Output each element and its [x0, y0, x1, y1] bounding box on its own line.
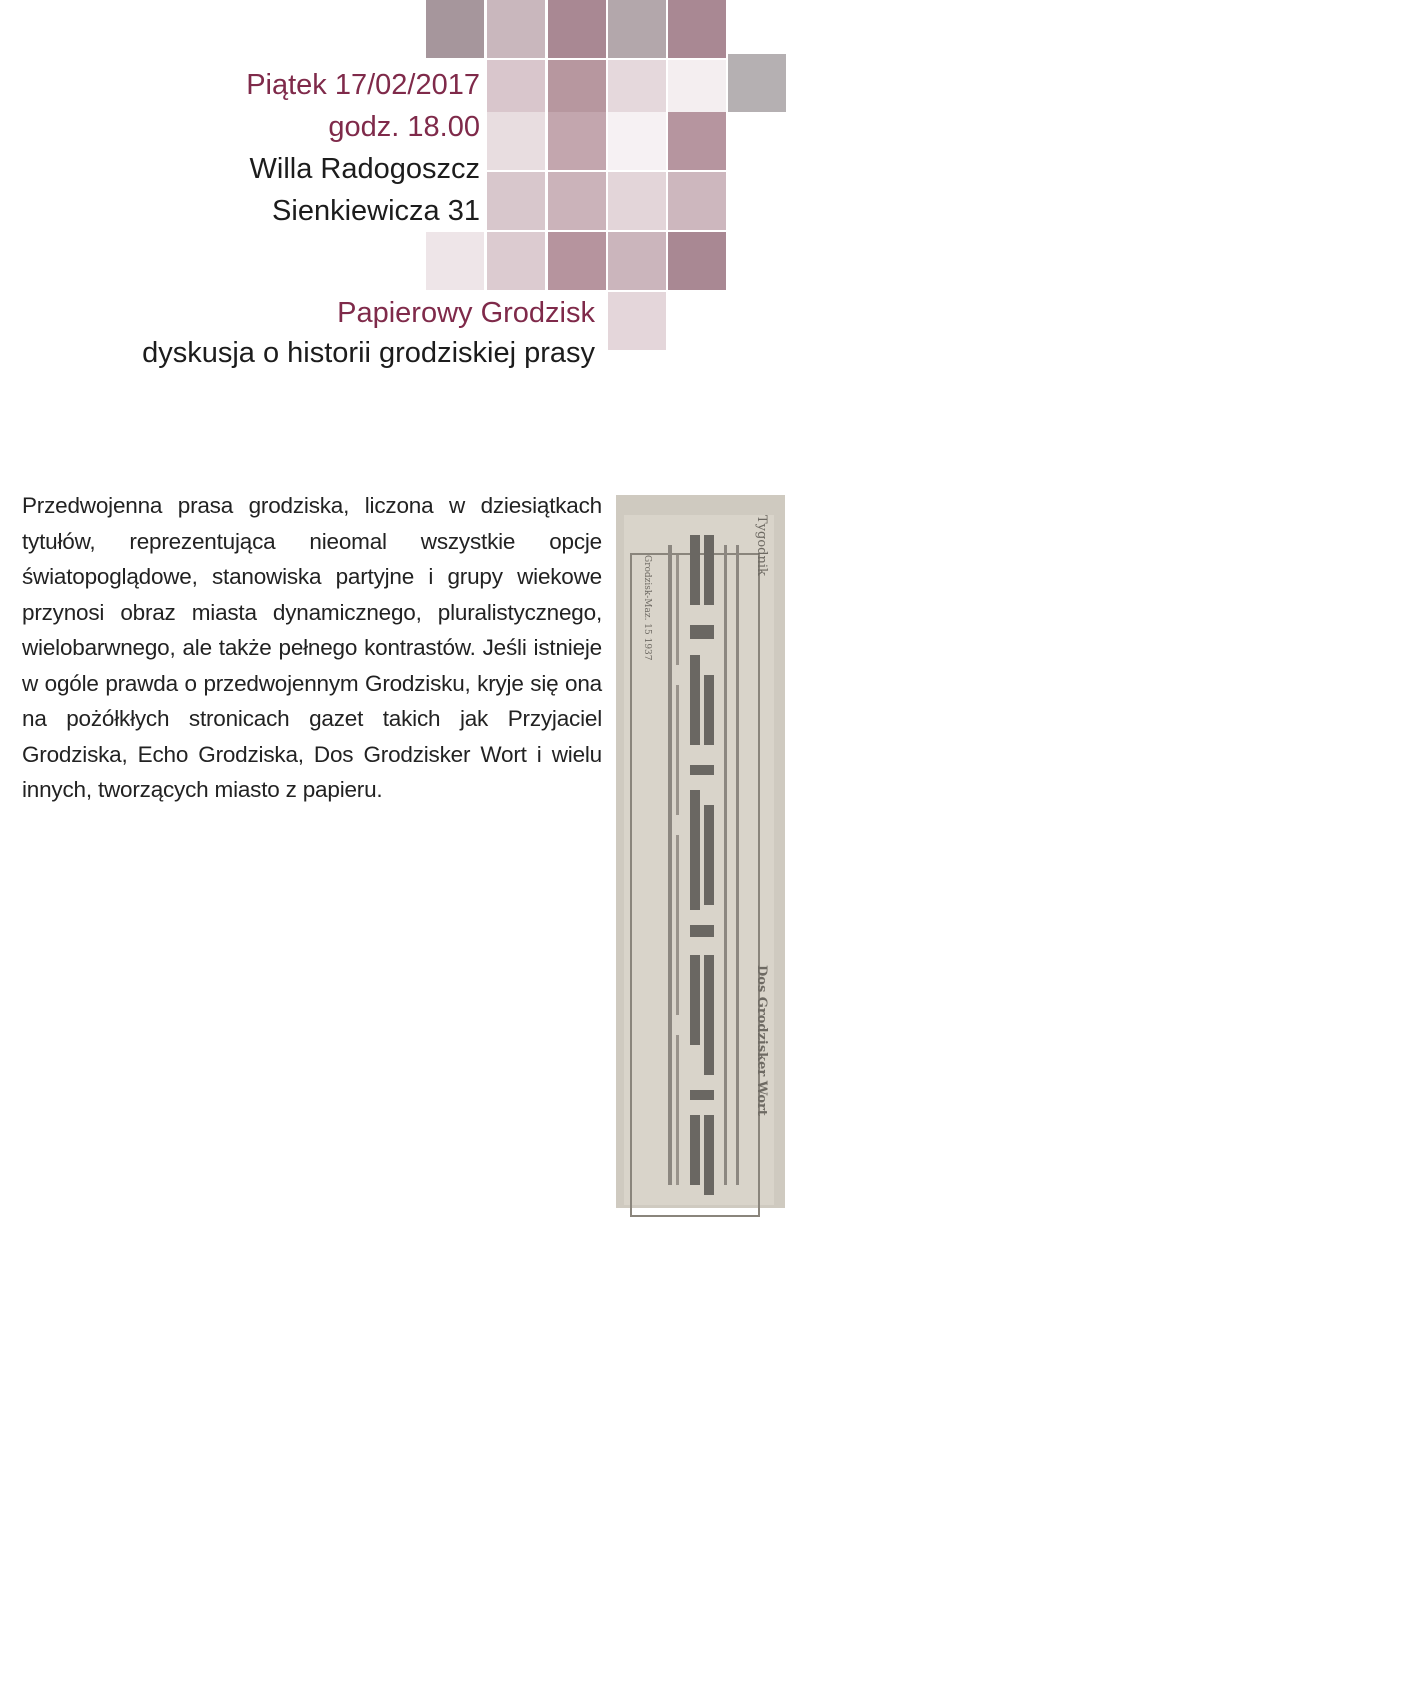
mosaic-square [608, 112, 666, 170]
newspaper-masthead-bottom: Dos Grodzisker Wort [754, 965, 769, 1116]
watermark-line1: BIEKTYWNA [1234, 1660, 1358, 1680]
event-heading [142, 293, 595, 373]
mosaic-square [668, 0, 726, 58]
newspaper-masthead-graphic [624, 515, 774, 1205]
mosaic-square [487, 232, 545, 290]
event-description: Przedwojenna prasa grodziska, liczona w dziesiątkach tytułów, reprezentująca nieomal wszystkie opcje światopoglądowe, stanowiska partyjne i grupy wiekowe przynosi obraz miasta dynamicznego, pluralistycznego, wielobarwnego, ale także pełnego kontrastów. Jeśli istnieje w ogóle prawda o przedwojennym Grodzisku, kryje się ona na pożółkłych stronicach gazet takich jak Przyjaciel Grodziska, Echo Grodziska, Dos Grodzisker Wort i wielu innych, tworzących miasto z papieru. [22, 493, 602, 802]
event-title: Papierowy Grodzisk [337, 297, 595, 329]
mosaic-square [548, 172, 606, 230]
mosaic-square [608, 232, 666, 290]
mosaic-square [608, 292, 666, 350]
event-details [246, 64, 480, 232]
mosaic-square [548, 112, 606, 170]
event-time: godz. 18.00 [328, 111, 480, 143]
mosaic-square [608, 0, 666, 58]
newspaper-image [616, 495, 1385, 1690]
mosaic-square [487, 0, 545, 58]
mosaic-square [668, 172, 726, 230]
mosaic-square [728, 54, 786, 112]
mosaic-square [668, 232, 726, 290]
newspaper-date-line: Grodzisk-Maz. 15 1937 [642, 555, 652, 661]
mosaic-square [548, 232, 606, 290]
mosaic-square [426, 0, 484, 58]
event-address: Sienkiewicza 31 [272, 195, 480, 227]
mosaic-square [487, 112, 545, 170]
mosaic-square [426, 232, 484, 290]
watermark-line2: GAZETA INTERNETOWA [1238, 1680, 1385, 1690]
watermark [1232, 1660, 1403, 1703]
mosaic-square [608, 172, 666, 230]
mosaic-square [668, 60, 726, 118]
mosaic-square [548, 60, 606, 118]
mosaic-square [548, 0, 606, 58]
event-subtitle: dyskusja o historii grodziskiej prasy [142, 337, 595, 369]
mosaic-square [608, 60, 666, 118]
newspaper-page [624, 515, 774, 1205]
mosaic-square [668, 112, 726, 170]
newspaper-masthead-top: Tygodnik [754, 515, 769, 576]
mosaic-square [487, 172, 545, 230]
event-venue: Willa Radogoszcz [249, 153, 480, 185]
event-date: Piątek 17/02/2017 [246, 69, 480, 101]
mosaic-square [487, 60, 545, 118]
